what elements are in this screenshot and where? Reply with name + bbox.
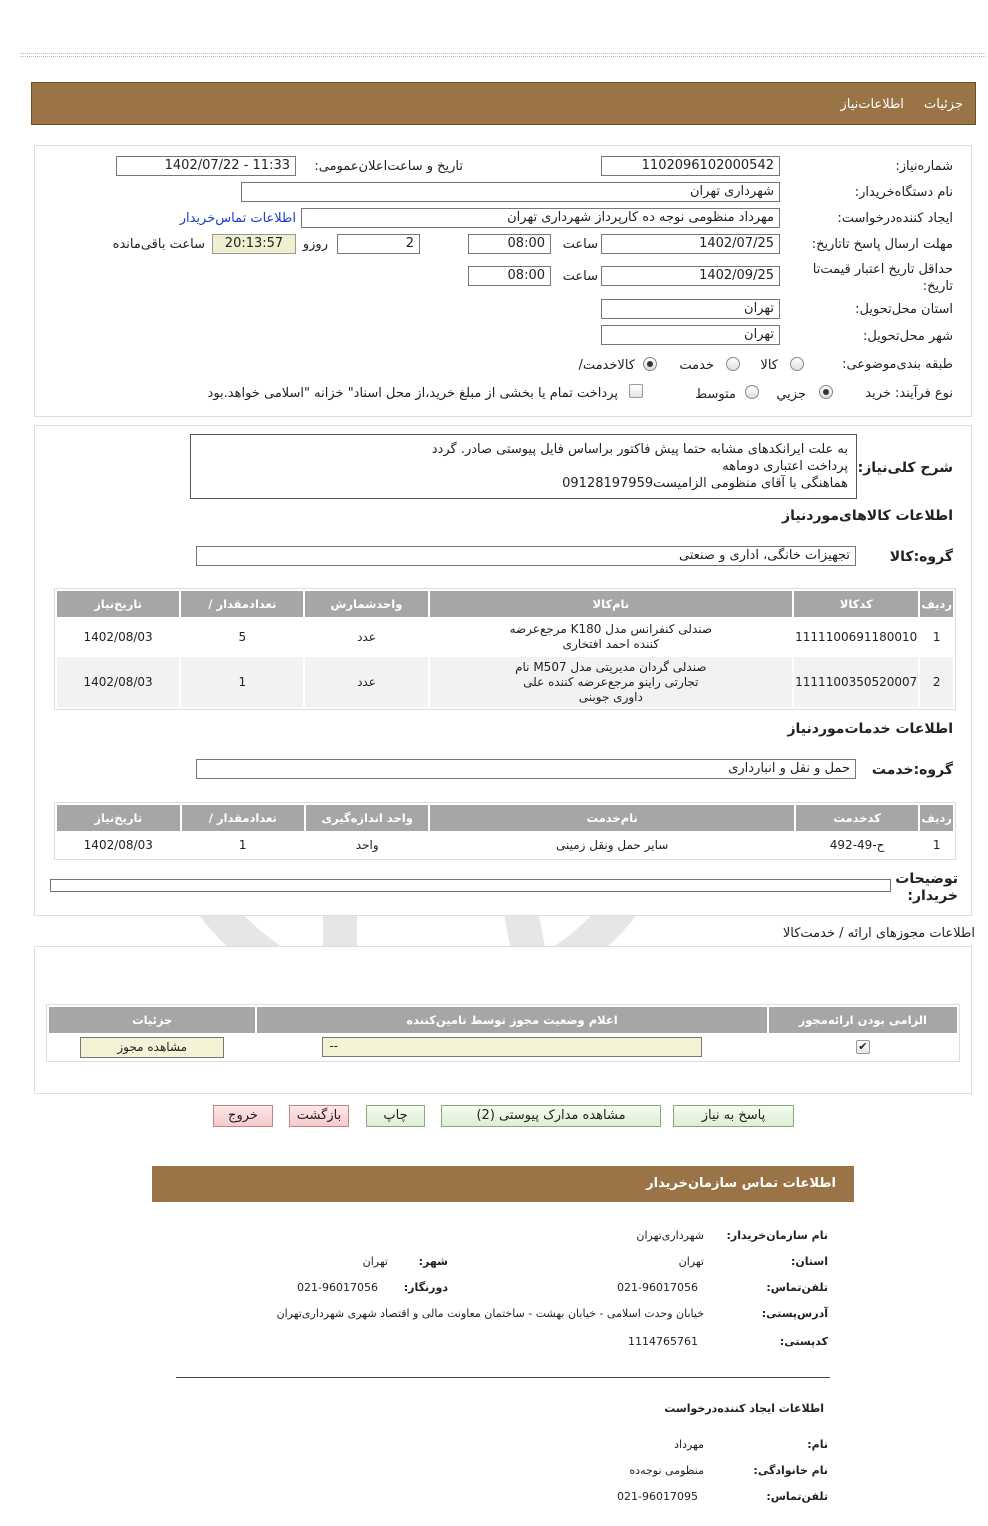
- contact-city-value: تهران: [362, 1255, 388, 1268]
- col-date: تاریخ‌نیاز: [57, 591, 179, 617]
- contact-province-value: تهران: [678, 1255, 704, 1268]
- announce-label: تاریخ و ساعت‌اعلان‌عمومی:: [314, 159, 463, 174]
- category-goods-radio[interactable]: [790, 357, 804, 371]
- contact-divider: [176, 1377, 830, 1378]
- description-line: پرداخت اعتباری دوماهه: [722, 459, 848, 474]
- process-medium-label: متوسط: [695, 387, 736, 402]
- need-number-label: شماره‌نیاز:: [895, 159, 953, 174]
- description-label: شرح کلی‌نیاز:: [857, 460, 953, 476]
- cell-name: صندلی گردان مدیریتی مدل M507 نام تجارتی راینو مرجع‌عرضه کننده علی داوری جوبنی: [430, 657, 793, 707]
- contact-province-label: استان:: [791, 1255, 828, 1268]
- category-goods-service-label: کالا‌خدمت/: [578, 358, 635, 373]
- province-field: تهران: [601, 299, 780, 319]
- col-unit: واحد اندازه‌گیری: [306, 805, 428, 831]
- services-group-field: حمل و نقل و انبارداری: [196, 759, 856, 779]
- process-partial-label: جزيي: [776, 387, 806, 402]
- goods-section-title: اطلاعات کالاهای‌موردنیاز: [782, 508, 953, 524]
- col-required: الزامی بودن ارائه‌مجوز: [769, 1007, 957, 1033]
- contact-fax-label: دورنگار:: [403, 1281, 448, 1294]
- treasury-payment-note: پرداخت تمام یا بخشی از مبلغ خرید،از محل اسناد" خزانه "اسلامی خواهد.بود: [207, 386, 618, 401]
- remaining-label: ساعت باقی‌مانده: [112, 237, 205, 252]
- cell-unit: عدد: [357, 630, 376, 644]
- col-qty: تعدادمقدار /: [182, 805, 304, 831]
- col-unit: واحدشمارش: [305, 591, 427, 617]
- city-field: تهران: [601, 325, 780, 345]
- remaining-timer: 20:13:57: [212, 234, 296, 254]
- cell-code: 1111100691180010: [795, 630, 918, 644]
- days-label: روزو: [302, 237, 328, 252]
- col-name: نام‌کالا: [430, 591, 793, 617]
- process-partial-radio[interactable]: [819, 385, 833, 399]
- category-goods-label: کالا: [760, 358, 778, 373]
- col-name: نام‌خدمت: [430, 805, 793, 831]
- permits-title: اطلاعات مجوزهای ارائه / خدمت‌کالا: [782, 926, 975, 941]
- header-bar: [31, 82, 976, 125]
- days-field: 2: [337, 234, 420, 254]
- col-row: ردیف: [920, 591, 953, 617]
- contact-header: اطلاعات تماس سازمان‌خریدار: [152, 1166, 854, 1202]
- creator-info-title: اطلاعات ایجاد کننده‌درخواست: [664, 1402, 824, 1415]
- city-label: شهر محل‌تحویل:: [863, 329, 953, 344]
- permit-status-field[interactable]: --: [322, 1037, 701, 1057]
- process-medium-radio[interactable]: [745, 385, 759, 399]
- price-validity-label: حداقل تاریخ اعتبار قیمت‌تا تاریخ:: [812, 262, 953, 294]
- col-row: ردیف: [920, 805, 953, 831]
- cell-qty: 1: [238, 838, 247, 852]
- tab-details[interactable]: جزئیات: [924, 97, 963, 112]
- need-number-field: 1102096102000542: [601, 156, 780, 176]
- cell-code: ح-49-492: [829, 838, 885, 852]
- goods-group-field: تجهیزات خانگی، اداری و صنعتی: [196, 546, 856, 566]
- back-button[interactable]: بازگشت: [289, 1105, 349, 1127]
- description-box: [190, 434, 857, 499]
- creator-family-value: منظومی نوجه‌ده: [629, 1464, 704, 1477]
- contact-org-label: نام سازمان‌خریدار:: [726, 1229, 828, 1242]
- exit-button[interactable]: خروج: [213, 1105, 273, 1127]
- creator-name-value: مهرداد: [674, 1438, 704, 1451]
- price-validity-time-label: ساعت: [562, 269, 598, 284]
- table-row: [57, 657, 953, 707]
- contact-postal-label: کدپستی:: [779, 1335, 828, 1348]
- permits-table: [46, 1004, 960, 1062]
- contact-fax-value: 021-96017056: [297, 1281, 378, 1294]
- deadline-time-field: 08:00: [468, 234, 551, 254]
- category-goods-service-radio[interactable]: [643, 357, 657, 371]
- creator-phone-label: تلفن‌تماس:: [766, 1490, 828, 1503]
- creator-label: ایجاد کننده‌درخواست:: [837, 211, 953, 226]
- creator-phone-value: 021-96017095: [617, 1490, 698, 1503]
- contact-address-label: آدرس‌پستی:: [761, 1307, 828, 1320]
- services-table: [54, 802, 956, 860]
- col-status: اعلام وضعیت مجوز توسط تامین‌کننده: [257, 1007, 766, 1033]
- cell-code: 1111100350520007: [794, 657, 918, 707]
- contact-phone-value: 021-96017056: [617, 1281, 698, 1294]
- deadline-time-label: ساعت: [562, 237, 598, 252]
- goods-group-label: گروه:کالا: [889, 549, 953, 565]
- table-row: [49, 1035, 957, 1059]
- price-validity-time-field: 08:00: [468, 266, 551, 286]
- buyer-notes-field: [50, 879, 891, 892]
- contact-address-value: خیابان وحدت اسلامی - خیابان بهشت - ساختمان معاونت مالی و اقتصاد شهری شهرداری‌تهران: [276, 1307, 704, 1320]
- creator-name-label: نام:: [807, 1438, 828, 1451]
- creator-family-label: نام خانوادگی:: [753, 1464, 828, 1477]
- tab-need-info[interactable]: اطلاعات‌نیاز: [840, 97, 904, 112]
- buyer-notes-label: توضیحات خریدار:: [895, 871, 958, 904]
- cell-unit: عدد: [305, 657, 427, 707]
- table-row: [57, 619, 953, 655]
- contact-postal-value: 1114765761: [628, 1335, 698, 1348]
- buyer-org-field: شهرداری تهران: [241, 182, 780, 202]
- cell-date: 1402/08/03: [57, 657, 179, 707]
- cell-name: صندلی کنفرانس مدل K180 مرجع‌عرضه کننده احمد افتخاری: [509, 622, 713, 651]
- cell-row: 2: [920, 657, 953, 707]
- contact-phone-label: تلفن‌تماس:: [766, 1281, 828, 1294]
- col-code: کدکالا: [794, 591, 918, 617]
- cell-row: 1: [932, 838, 941, 852]
- province-label: استان محل‌تحویل:: [855, 302, 953, 317]
- reply-button[interactable]: پاسخ به نیاز: [673, 1105, 794, 1127]
- buyer-contact-link[interactable]: اطلاعات تماس‌خریدار: [179, 211, 296, 226]
- price-validity-date-field: 1402/09/25: [601, 266, 780, 286]
- announce-field: 1402/07/22 - 11:33: [116, 156, 296, 176]
- buyer-org-label: نام دستگاه‌خریدار:: [854, 185, 953, 200]
- cell-name: سایر حمل ونقل زمینی: [555, 838, 669, 852]
- services-group-label: گروه:خدمت: [871, 762, 953, 778]
- process-label: نوع فرآیند: خرید: [865, 386, 953, 401]
- col-date: تاریخ‌نیاز: [57, 805, 180, 831]
- category-service-label: خدمت: [679, 358, 714, 373]
- cell-qty: 1: [181, 657, 303, 707]
- category-service-radio[interactable]: [726, 357, 740, 371]
- attachments-button[interactable]: مشاهده مدارک پیوستی (2): [441, 1105, 661, 1127]
- table-row: [57, 833, 953, 857]
- col-details: جزئیات: [49, 1007, 255, 1033]
- description-line: به علت ایرانکدهای مشابه حتما پیش فاکتور براساس فایل پیوستی صادر. گردد: [431, 442, 848, 457]
- services-section-title: اطلاعات خدمات‌موردنیاز: [787, 721, 953, 737]
- cell-date: 1402/08/03: [83, 630, 153, 644]
- goods-table: [54, 588, 956, 710]
- col-code: کدخدمت: [796, 805, 918, 831]
- contact-org-value: شهرداری‌تهران: [636, 1229, 704, 1242]
- creator-field: مهرداد منظومی نوجه ده کارپرداز شهرداری تهران: [301, 208, 780, 228]
- contact-city-label: شهر:: [418, 1255, 448, 1268]
- cell-qty: 5: [238, 630, 247, 644]
- col-qty: تعدادمقدار /: [181, 591, 303, 617]
- description-line: هماهنگی با آقای منظومی الزامیست09128197959: [562, 476, 848, 491]
- deadline-label: مهلت ارسال پاسخ تا‌تاریخ:: [811, 237, 953, 252]
- deadline-date-field: 1402/07/25: [601, 234, 780, 254]
- top-divider: [20, 53, 986, 57]
- treasury-payment-checkbox[interactable]: [629, 384, 643, 398]
- permit-required-checkbox[interactable]: ✔: [856, 1040, 870, 1054]
- cell-date: 1402/08/03: [83, 838, 153, 852]
- print-button[interactable]: چاپ: [366, 1105, 425, 1127]
- cell-unit: واحد: [355, 838, 379, 852]
- cell-row: 1: [932, 630, 941, 644]
- category-label: طبقه بندی‌موضوعی:: [842, 357, 953, 372]
- view-permit-button[interactable]: مشاهده مجوز: [80, 1037, 224, 1058]
